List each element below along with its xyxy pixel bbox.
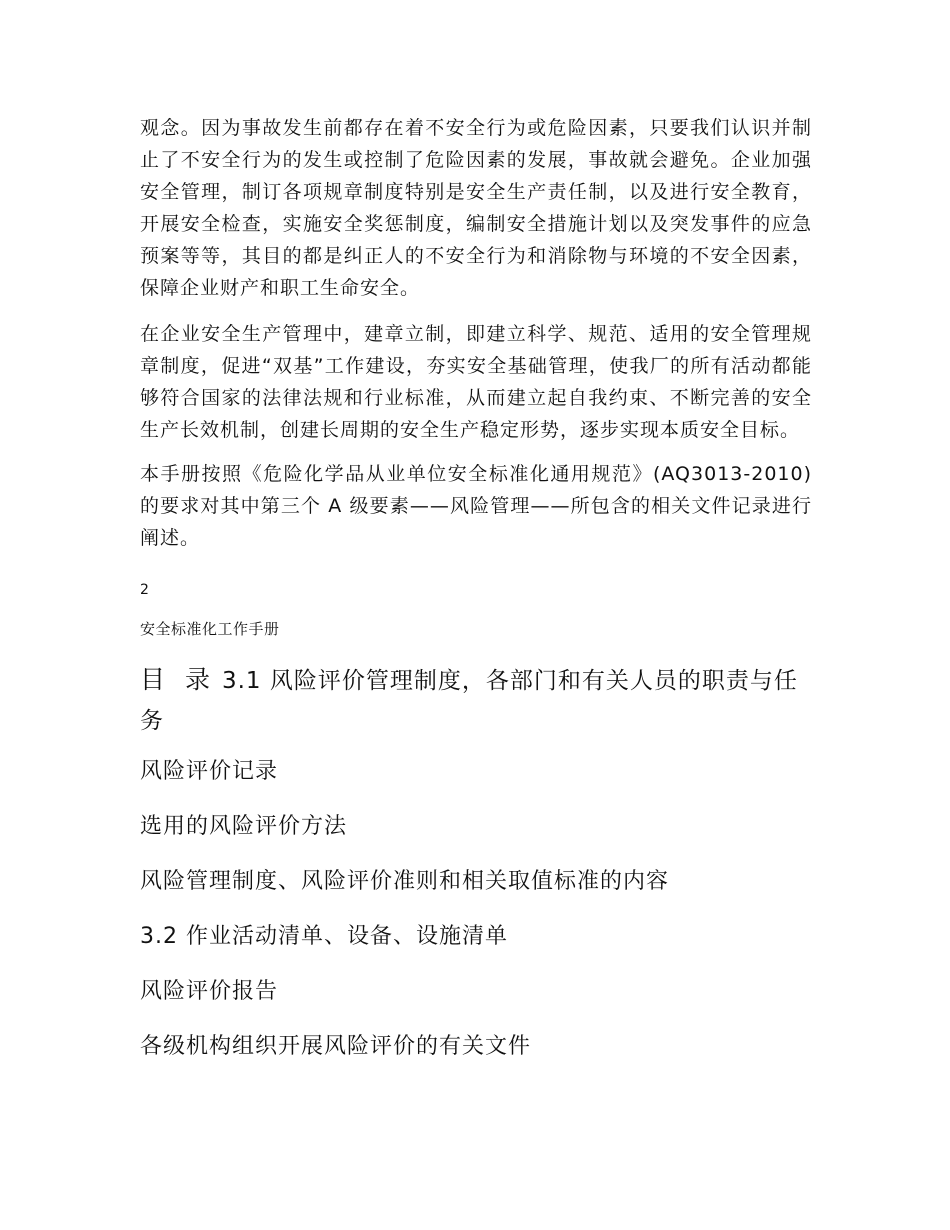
- toc-heading-line: [140, 660, 812, 741]
- toc-heading: 目 录: [140, 665, 216, 694]
- toc-entry: 各级机构组织开展风险评价的有关文件: [140, 1034, 532, 1059]
- toc-entry: 风险评价记录: [140, 759, 279, 784]
- toc-list: [140, 755, 812, 1064]
- page-number: 2: [140, 582, 149, 598]
- toc-entry: 选用的风险评价方法: [140, 814, 348, 839]
- document-page: [140, 112, 812, 1085]
- body-paragraph-3: 本手册按照《危险化学品从业单位安全标准化通用规范》(AQ3013-2010)的要求对其中第三个 A 级要素——风险管理——所包含的相关文件记录进行阐述。: [140, 463, 812, 549]
- body-paragraph-1: 观念。因为事故发生前都存在着不安全行为或危险因素，只要我们认识并制止了不安全行为的发生或控制了危险因素的发展，事故就会避免。企业加强安全管理，制订各项规章制度特别是安全生产责任制，以及进行安全教育，开展安全检查，实施安全奖惩制度，编制安全措施计划以及突发事件的应急预案等等，其目的都是纠正人的不安全行为和消除物与环境的不安全因素，保障企业财产和职工生命安全。: [140, 117, 812, 299]
- body-paragraph-2: 在企业安全生产管理中，建章立制，即建立科学、规范、适用的安全管理规章制度，促进“双基”工作建设，夯实安全基础管理，使我厂的所有活动都能够符合国家的法律法规和行业标准，从而建立起自我约束、不断完善的安全生产长效机制，创建长周期的安全生产稳定形势，逐步实现本质安全目标。: [140, 323, 812, 441]
- toc-entry-first: 3.1 风险评价管理制度，各部门和有关人员的职责与任务: [140, 668, 798, 734]
- running-header: 安全标准化工作手册: [140, 620, 280, 638]
- toc-entry: 3.2 作业活动清单、设备、设施清单: [140, 924, 508, 949]
- toc-entry: 风险评价报告: [140, 979, 279, 1004]
- toc-entry: 风险管理制度、风险评价准则和相关取值标准的内容: [140, 869, 670, 894]
